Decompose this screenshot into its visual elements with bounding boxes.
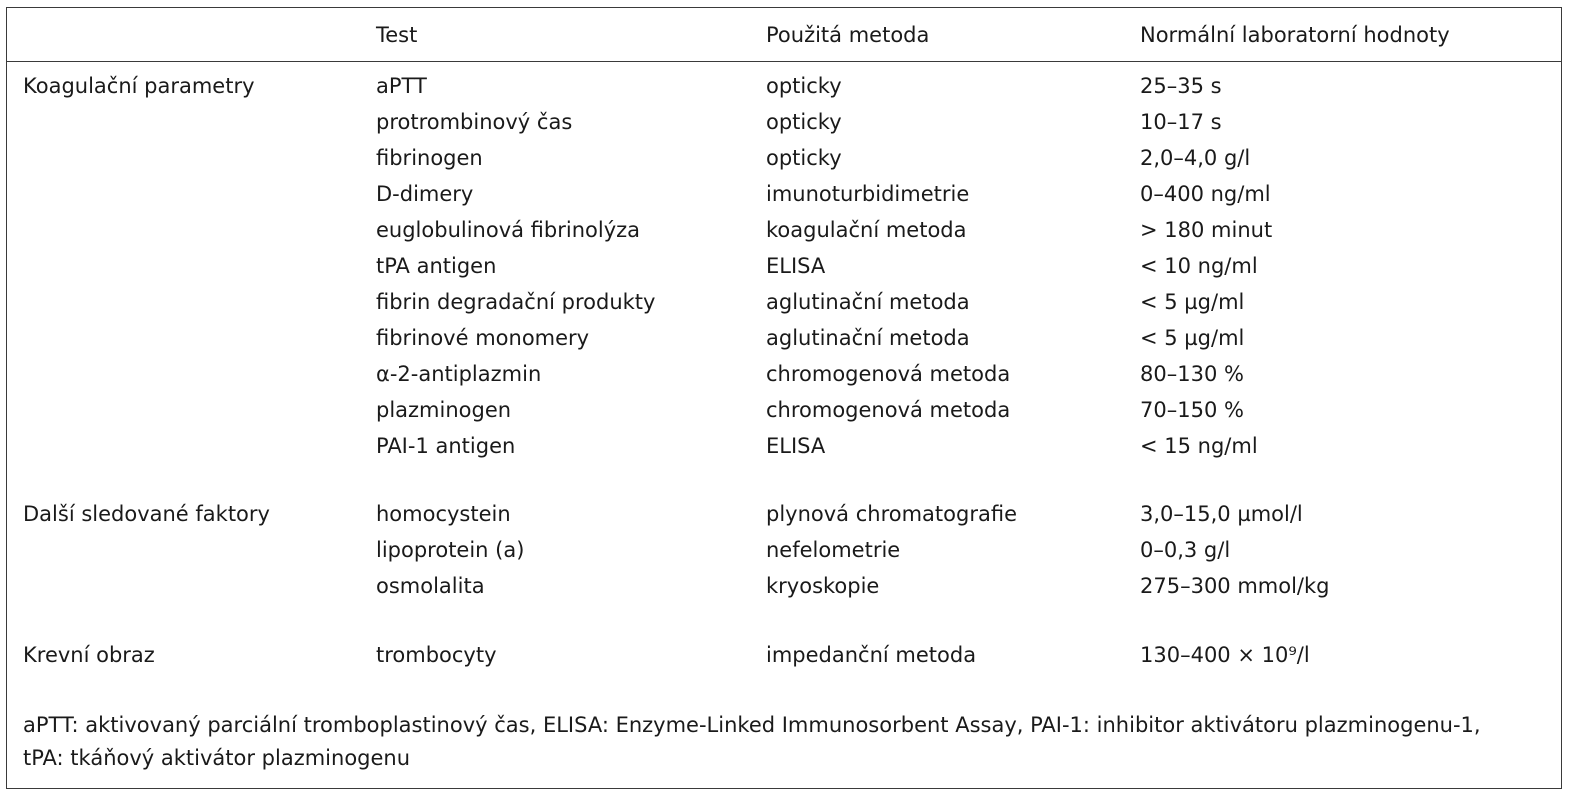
test-cell: trombocyty bbox=[376, 643, 497, 667]
method-cell: koagulační metoda bbox=[766, 218, 967, 242]
normal-value-cell: 25–35 s bbox=[1140, 74, 1222, 98]
method-cell: ELISA bbox=[766, 434, 826, 458]
method-cell: opticky bbox=[766, 110, 842, 134]
test-cell: D-dimery bbox=[376, 182, 474, 206]
normal-value-cell: 80–130 % bbox=[1140, 362, 1244, 386]
group-label-other-factors: Další sledované faktory bbox=[23, 502, 270, 526]
method-cell: aglutinační metoda bbox=[766, 290, 970, 314]
normal-value-cell: 0–400 ng/ml bbox=[1140, 182, 1271, 206]
method-cell: impedanční metoda bbox=[766, 643, 977, 667]
test-cell: lipoprotein (a) bbox=[376, 538, 525, 562]
test-cell: tPA antigen bbox=[376, 254, 497, 278]
normal-value-cell: < 10 ng/ml bbox=[1140, 254, 1258, 278]
normal-value-cell: < 15 ng/ml bbox=[1140, 434, 1258, 458]
header-normal-values: Normální laboratorní hodnoty bbox=[1140, 23, 1450, 47]
test-cell: α-2-antiplazmin bbox=[376, 362, 542, 386]
method-cell: ELISA bbox=[766, 254, 826, 278]
group-label-coagulation: Koagulační parametry bbox=[23, 74, 255, 98]
method-cell: opticky bbox=[766, 146, 842, 170]
method-cell: chromogenová metoda bbox=[766, 362, 1011, 386]
method-cell: plynová chromatografie bbox=[766, 502, 1017, 526]
normal-value-cell: < 5 µg/ml bbox=[1140, 290, 1245, 314]
footnote-line-1: aPTT: aktivovaný parciální tromboplastinový čas, ELISA: Enzyme-Linked Immunosorbent Assay, PAI-1: inhibitor aktivátoru plazminogenu-1, bbox=[23, 713, 1481, 737]
normal-value-cell: 70–150 % bbox=[1140, 398, 1244, 422]
normal-value-cell: 0–0,3 g/l bbox=[1140, 538, 1231, 562]
method-cell: nefelometrie bbox=[766, 538, 901, 562]
header-method: Použitá metoda bbox=[766, 23, 930, 47]
method-cell: chromogenová metoda bbox=[766, 398, 1011, 422]
method-cell: opticky bbox=[766, 74, 842, 98]
test-cell: fibrinogen bbox=[376, 146, 483, 170]
method-cell: kryoskopie bbox=[766, 574, 880, 598]
test-cell: plazminogen bbox=[376, 398, 512, 422]
normal-value-cell: 275–300 mmol/kg bbox=[1140, 574, 1330, 598]
test-cell: osmolalita bbox=[376, 574, 485, 598]
normal-value-cell: 10–17 s bbox=[1140, 110, 1222, 134]
normal-value-cell: 2,0–4,0 g/l bbox=[1140, 146, 1251, 170]
normal-value-cell: > 180 minut bbox=[1140, 218, 1273, 242]
test-cell: fibrin degradační produkty bbox=[376, 290, 656, 314]
footnote-line-2: tPA: tkáňový aktivátor plazminogenu bbox=[23, 746, 411, 770]
normal-value-cell: 3,0–15,0 µmol/l bbox=[1140, 502, 1303, 526]
test-cell: protrombinový čas bbox=[376, 110, 573, 134]
test-cell: aPTT bbox=[376, 74, 427, 98]
test-cell: PAI-1 antigen bbox=[376, 434, 516, 458]
normal-value-cell: < 5 µg/ml bbox=[1140, 326, 1245, 350]
header-test: Test bbox=[376, 23, 418, 47]
method-cell: imunoturbidimetrie bbox=[766, 182, 970, 206]
header-separator bbox=[7, 61, 1561, 62]
test-cell: homocystein bbox=[376, 502, 511, 526]
test-cell: fibrinové monomery bbox=[376, 326, 590, 350]
method-cell: aglutinační metoda bbox=[766, 326, 970, 350]
group-label-blood-count: Krevní obraz bbox=[23, 643, 155, 667]
table-frame bbox=[6, 7, 1562, 789]
normal-value-cell: 130–400 × 10⁹/l bbox=[1140, 643, 1310, 667]
test-cell: euglobulinová fibrinolýza bbox=[376, 218, 641, 242]
